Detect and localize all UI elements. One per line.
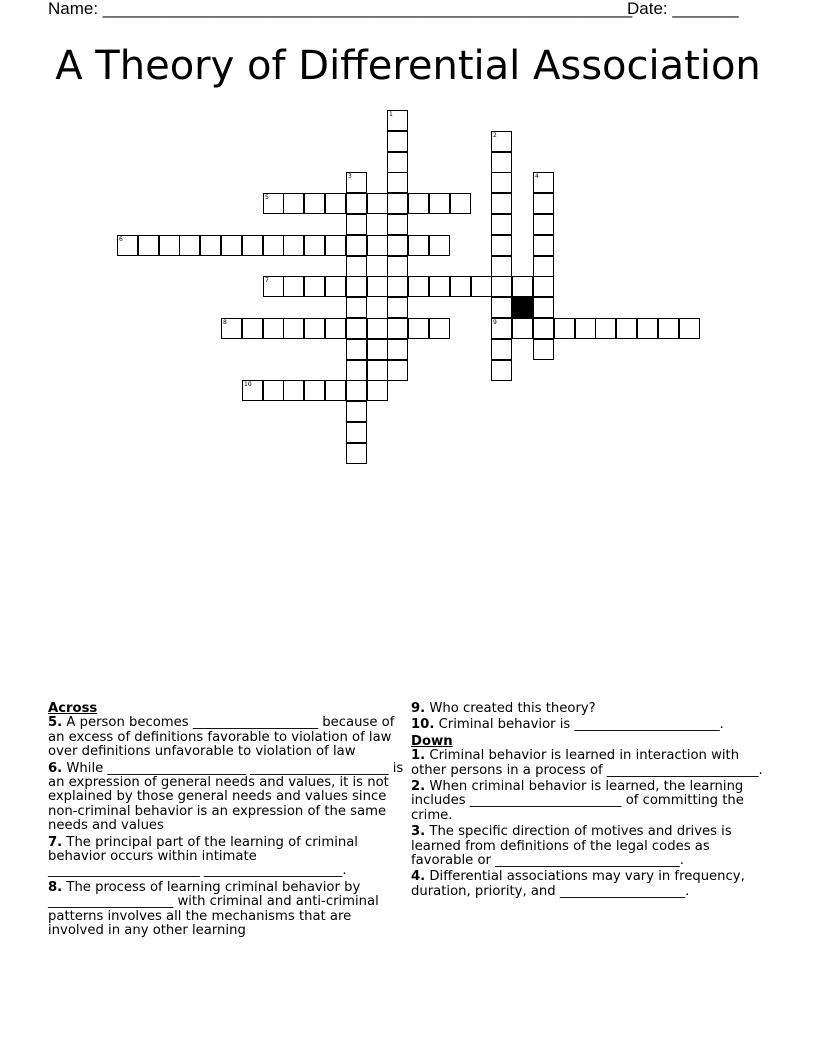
clue-number: 4. xyxy=(411,869,426,885)
crossword-cell[interactable] xyxy=(491,193,512,214)
clue-number: 6. xyxy=(48,760,63,776)
clue-number: 1. xyxy=(411,748,426,764)
crossword-cell[interactable] xyxy=(325,380,346,401)
crossword-cell[interactable] xyxy=(346,256,367,277)
clue-number: 3. xyxy=(411,824,426,840)
crossword-cell[interactable] xyxy=(304,193,325,214)
crossword-cell[interactable] xyxy=(533,256,554,277)
clue-text: When criminal behavior is learned, the learning includes _______________________ of committing the crime. xyxy=(411,779,744,823)
down-heading: Down xyxy=(411,733,453,749)
clues-left-column xyxy=(48,702,408,941)
crossword-cell[interactable] xyxy=(138,235,159,256)
cell-number: 3 xyxy=(348,173,352,180)
cell-number: 2 xyxy=(493,132,497,139)
cell-number: 7 xyxy=(265,277,269,284)
page-title: A Theory of Differential Association xyxy=(55,43,761,89)
clue-text: Who created this theory? xyxy=(429,701,596,716)
clue-text: While _____________________ _____________________ is an expression of general needs and values, it is not explained by those general needs and values since non-criminal behavior is an expression of the same needs and values xyxy=(48,760,404,834)
cell-number: 4 xyxy=(535,173,539,180)
crossword-cell[interactable] xyxy=(512,276,533,297)
crossword-cell[interactable] xyxy=(325,235,346,256)
crossword-cell[interactable] xyxy=(242,380,263,401)
crossword-cell[interactable] xyxy=(387,131,408,152)
crossword-cell[interactable] xyxy=(450,276,471,297)
crossword-cell[interactable] xyxy=(179,235,200,256)
name-field[interactable]: Name: ________________________________________________________ xyxy=(48,0,633,18)
clue-number: 7. xyxy=(48,834,63,850)
crossword-block xyxy=(512,297,533,318)
crossword-cell[interactable] xyxy=(408,318,429,339)
cell-number: 5 xyxy=(265,194,269,201)
clue-text: Criminal behavior is ______________________. xyxy=(438,717,724,733)
crossword-cell[interactable] xyxy=(491,318,512,339)
crossword-cell[interactable] xyxy=(325,276,346,297)
crossword-cell[interactable] xyxy=(263,235,284,256)
crossword-cell[interactable] xyxy=(429,318,450,339)
crossword-cell[interactable] xyxy=(346,443,367,464)
crossword-cell[interactable] xyxy=(263,193,284,214)
crossword-cell[interactable] xyxy=(429,235,450,256)
clue-number: 9. xyxy=(411,701,426,716)
crossword-cell[interactable] xyxy=(387,110,408,131)
crossword-cell[interactable] xyxy=(387,235,408,256)
crossword-cell[interactable] xyxy=(387,339,408,360)
crossword-cell[interactable] xyxy=(325,193,346,214)
crossword-cell[interactable] xyxy=(367,276,388,297)
crossword-cell[interactable] xyxy=(471,276,492,297)
crossword-cell[interactable] xyxy=(595,318,616,339)
crossword-cell[interactable] xyxy=(429,193,450,214)
crossword-cell[interactable] xyxy=(637,318,658,339)
clue-down-4 xyxy=(411,870,771,899)
crossword-cell[interactable] xyxy=(221,318,242,339)
crossword-cell[interactable] xyxy=(491,360,512,381)
crossword-cell[interactable] xyxy=(387,297,408,318)
crossword-cell[interactable] xyxy=(117,235,138,256)
clue-down-1 xyxy=(411,749,771,778)
crossword-cell[interactable] xyxy=(346,339,367,360)
crossword-cell[interactable] xyxy=(221,235,242,256)
clue-across-10 xyxy=(411,718,771,732)
crossword-cell[interactable] xyxy=(658,318,679,339)
crossword-cell[interactable] xyxy=(387,152,408,173)
crossword-cell[interactable] xyxy=(304,235,325,256)
across-heading: Across xyxy=(48,701,98,716)
clue-across-6 xyxy=(48,762,408,834)
clue-text: The principal part of the learning of criminal behavior occurs within intimate _______________________ _____________________. xyxy=(48,834,358,879)
cell-number: 8 xyxy=(223,319,227,326)
crossword-cell[interactable] xyxy=(408,235,429,256)
crossword-cell[interactable] xyxy=(679,318,700,339)
crossword-cell[interactable] xyxy=(263,276,284,297)
cell-number: 9 xyxy=(493,319,497,326)
crossword-cell[interactable] xyxy=(387,214,408,235)
crossword-cell[interactable] xyxy=(263,380,284,401)
clue-text: A person becomes ___________________ because of an excess of definitions favorable to violation of law over definitions unfavorable to violation of law xyxy=(48,715,395,760)
cell-number: 6 xyxy=(119,236,123,243)
crossword-cell[interactable] xyxy=(387,193,408,214)
crossword-cell[interactable] xyxy=(263,318,284,339)
clues-right-column xyxy=(411,702,771,901)
cell-number: 1 xyxy=(389,111,393,118)
crossword-cell[interactable] xyxy=(283,276,304,297)
crossword-cell[interactable] xyxy=(367,380,388,401)
crossword-cell[interactable] xyxy=(616,318,637,339)
crossword-grid xyxy=(0,0,816,420)
crossword-cell[interactable] xyxy=(554,318,575,339)
crossword-cell[interactable] xyxy=(367,235,388,256)
crossword-cell[interactable] xyxy=(346,318,367,339)
crossword-cell[interactable] xyxy=(533,339,554,360)
crossword-cell[interactable] xyxy=(491,131,512,152)
crossword-cell[interactable] xyxy=(367,339,388,360)
crossword-cell[interactable] xyxy=(408,276,429,297)
crossword-cell[interactable] xyxy=(304,276,325,297)
crossword-cell[interactable] xyxy=(346,235,367,256)
clue-across-9 xyxy=(411,702,771,716)
clue-text: The process of learning criminal behavior by ___________________ with criminal and anti-criminal patterns involves all the mechanisms that are involved in any other learning xyxy=(48,879,379,939)
crossword-cell[interactable] xyxy=(200,235,221,256)
crossword-cell[interactable] xyxy=(304,318,325,339)
crossword-cell[interactable] xyxy=(346,401,367,422)
crossword-cell[interactable] xyxy=(346,380,367,401)
crossword-cell[interactable] xyxy=(512,318,533,339)
crossword-cell[interactable] xyxy=(387,276,408,297)
crossword-cell[interactable] xyxy=(491,297,512,318)
crossword-cell[interactable] xyxy=(533,297,554,318)
cell-number: 10 xyxy=(244,381,252,388)
crossword-cell[interactable] xyxy=(346,276,367,297)
crossword-cell[interactable] xyxy=(491,172,512,193)
crossword-cell[interactable] xyxy=(346,297,367,318)
crossword-cell[interactable] xyxy=(450,193,471,214)
crossword-cell[interactable] xyxy=(346,172,367,193)
crossword-cell[interactable] xyxy=(387,256,408,277)
crossword-cell[interactable] xyxy=(304,380,325,401)
crossword-cell[interactable] xyxy=(346,193,367,214)
clue-number: 5. xyxy=(48,715,63,731)
crossword-cell[interactable] xyxy=(533,172,554,193)
crossword-cell[interactable] xyxy=(283,380,304,401)
crossword-cell[interactable] xyxy=(283,235,304,256)
crossword-cell[interactable] xyxy=(491,235,512,256)
crossword-cell[interactable] xyxy=(575,318,596,339)
crossword-cell[interactable] xyxy=(429,276,450,297)
crossword-cell[interactable] xyxy=(533,214,554,235)
clue-down-2 xyxy=(411,780,771,823)
crossword-cell[interactable] xyxy=(491,256,512,277)
crossword-cell[interactable] xyxy=(533,235,554,256)
crossword-cell[interactable] xyxy=(533,276,554,297)
crossword-cell[interactable] xyxy=(242,318,263,339)
clue-across-8 xyxy=(48,881,408,939)
crossword-cell[interactable] xyxy=(346,422,367,443)
crossword-cell[interactable] xyxy=(367,318,388,339)
clue-text: Differential associations may vary in frequency, duration, priority, and ___________________. xyxy=(411,869,745,899)
crossword-cell[interactable] xyxy=(491,214,512,235)
crossword-cell[interactable] xyxy=(283,193,304,214)
crossword-cell[interactable] xyxy=(346,360,367,381)
crossword-cell[interactable] xyxy=(533,318,554,339)
crossword-cell[interactable] xyxy=(346,214,367,235)
crossword-cell[interactable] xyxy=(533,193,554,214)
clue-down-3 xyxy=(411,825,771,868)
crossword-cell[interactable] xyxy=(387,172,408,193)
crossword-cell[interactable] xyxy=(367,360,388,381)
crossword-cell[interactable] xyxy=(283,318,304,339)
clue-across-5 xyxy=(48,716,408,759)
clue-across-7 xyxy=(48,836,408,879)
crossword-cell[interactable] xyxy=(387,360,408,381)
crossword-cell[interactable] xyxy=(408,193,429,214)
crossword-cell[interactable] xyxy=(491,152,512,173)
clue-number: 2. xyxy=(411,779,426,795)
crossword-cell[interactable] xyxy=(242,235,263,256)
crossword-cell[interactable] xyxy=(367,193,388,214)
crossword-cell[interactable] xyxy=(387,318,408,339)
clue-text: The specific direction of motives and drives is learned from definitions of the legal codes as favorable or ____________________________. xyxy=(411,824,732,869)
date-field[interactable]: Date: _______ xyxy=(627,0,739,18)
crossword-cell[interactable] xyxy=(325,318,346,339)
crossword-cell[interactable] xyxy=(491,339,512,360)
crossword-cell[interactable] xyxy=(159,235,180,256)
clue-text: Criminal behavior is learned in interaction with other persons in a process of _______________________. xyxy=(411,748,763,778)
clue-number: 10. xyxy=(411,717,435,733)
crossword-cell[interactable] xyxy=(491,276,512,297)
clue-number: 8. xyxy=(48,879,63,895)
